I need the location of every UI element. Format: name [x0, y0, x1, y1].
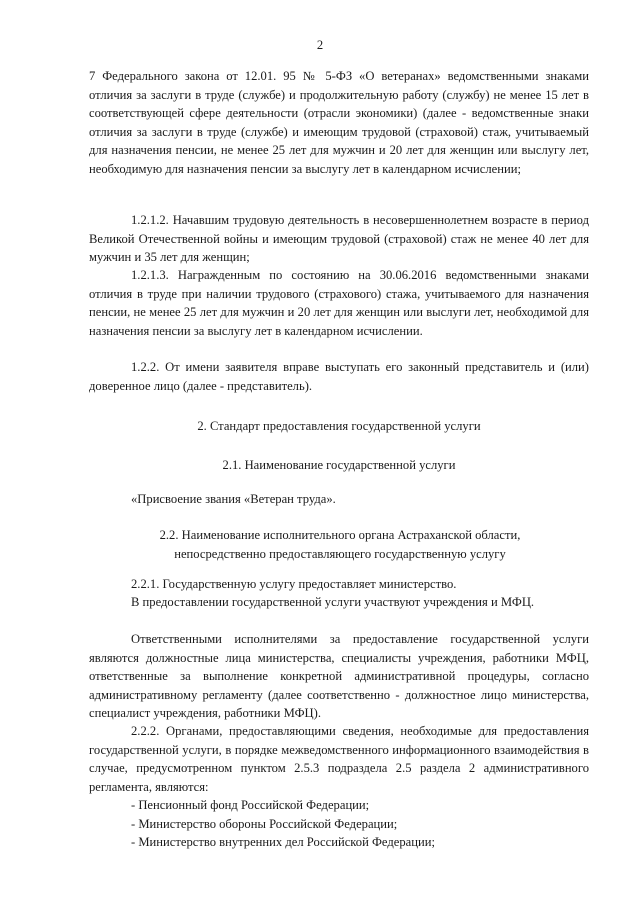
paragraph-2-2-2: 2.2.2. Органами, предоставляющими сведения, необходимые для предоставления государственной услуги, в порядке межведомственного информационного взаимодействия в случае, предусмотренном пунктом 2.5.3 подраздела 2.5 раздела 2 административного регламента, являются: — [89, 724, 589, 794]
paragraph-veteran-criteria: 7 Федерального закона от 12.01. 95 № 5-ФЗ «О ветеранах» ведомственными знаками отличия за заслуги в труде (службе) и продолжительную работу (службу) не менее 15 лет в соответствующей сфере деятельности (отрасли экономики) (далее - ведомственные знаки отличия за заслуги в труде (службе) и имеющим трудовой (страховой) стаж, учитываемый для назначения пенсии, не менее 25 лет для мужчин и 20 лет для женщин или выслугу лет, необходимую для назначения пенсии за выслугу лет в календарном исчислении; — [89, 69, 589, 176]
section-2-heading: 2. Стандарт предоставления государственной услуги — [197, 419, 481, 433]
agency-list — [89, 796, 589, 852]
list-item: - Пенсионный фонд Российской Федерации; — [131, 798, 370, 812]
paragraph-2-2-1: 2.2.1. Государственную услугу предоставляет министерство. — [131, 577, 457, 591]
paragraph-1-2-1-2: 1.2.1.2. Начавшим трудовую деятельность в несовершеннолетнем возрасте в период Великой Отечественной войны и имеющим трудовой (страховой) стаж не менее 40 лет для мужчин и 35 лет для женщин; — [89, 213, 589, 265]
list-item: - Министерство обороны Российской Федерации; — [131, 816, 398, 831]
paragraph-responsible-persons: Ответственными исполнителями за предоставление государственной услуги являются должностные лица министерства, специалисты учреждения, работники МФЦ, ответственные за выполнение конкретной административной процедуры, согласно административному регламенту (далее соответственно - должностное лицо министерства, специалист учреждения, работники МФЦ). — [89, 632, 589, 721]
paragraph-1-2-2: 1.2.2. От имени заявителя вправе выступать его законный представитель и (или) доверенное лицо (далее - представитель). — [89, 360, 589, 393]
list-item: - Министерство внутренних дел Российской Федерации; — [131, 835, 435, 850]
paragraph-mfc-participation: В предоставлении государственной услуги участвуют учреждения и МФЦ. — [131, 595, 535, 609]
service-name: «Присвоение звания «Ветеран труда». — [131, 492, 336, 506]
subsection-2-1-heading: 2.1. Наименование государственной услуги — [222, 458, 456, 472]
page-number: 2 — [316, 38, 324, 52]
subsection-2-2-heading: 2.2. Наименование исполнительного органа Астраханской области, непосредственно предоставляющего государственную услугу — [159, 528, 521, 561]
paragraph-1-2-1-3: 1.2.1.3. Награжденным по состоянию на 30.06.2016 ведомственными знаками отличия в труде при наличии трудового (страхового) стажа, учитываемого для назначения пенсии, не менее 25 лет для мужчин и 20 лет для женщин или выслуги лет, необходимой для назначения пенсии за выслугу лет в календарном исчислении. — [89, 268, 589, 338]
